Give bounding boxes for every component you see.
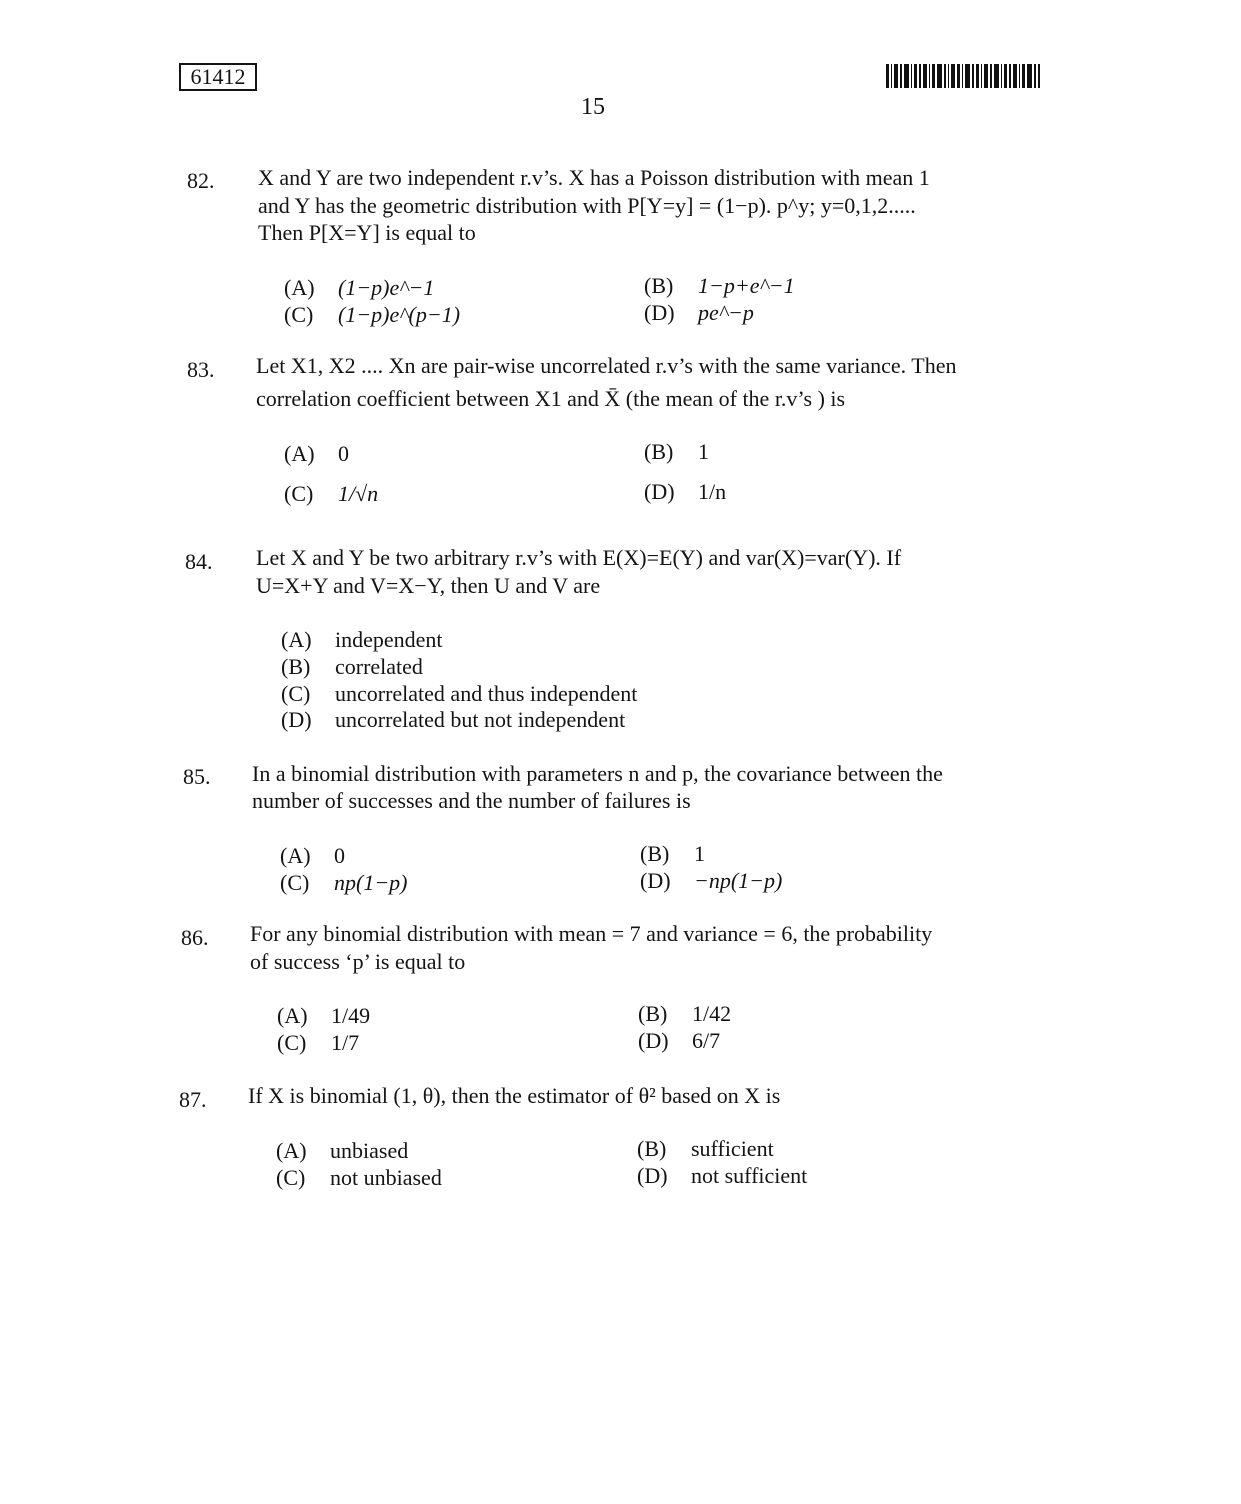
option-label: (B) — [637, 1136, 667, 1161]
paper-code-box — [179, 63, 257, 91]
option-label: (C) — [284, 302, 314, 327]
option[interactable] — [281, 653, 423, 681]
option-label: (C) — [277, 1030, 307, 1055]
option-text: 1/√n — [338, 481, 379, 506]
option[interactable] — [644, 438, 709, 466]
option-label: (A) — [284, 275, 315, 300]
option[interactable] — [284, 301, 460, 329]
option-label: (B) — [640, 841, 670, 866]
option-label: (D) — [637, 1163, 668, 1188]
option[interactable] — [638, 1027, 720, 1055]
option-text: (1−p)e^−1 — [338, 275, 435, 300]
option-text: not unbiased — [330, 1165, 442, 1190]
option-label: (A) — [280, 843, 311, 868]
option[interactable] — [277, 1002, 370, 1030]
option[interactable] — [637, 1162, 807, 1190]
paper-code: 61412 — [190, 64, 246, 89]
option-text: 1/7 — [331, 1030, 360, 1055]
option-text: 1/n — [698, 479, 727, 504]
option[interactable] — [276, 1137, 408, 1165]
option[interactable] — [284, 274, 434, 302]
option[interactable] — [276, 1164, 442, 1192]
question-text-line: of success ‘p’ is equal to — [250, 949, 466, 974]
question-text-line: In a binomial distribution with parameters n and p, the covariance between the — [252, 761, 943, 786]
question-number: 86. — [181, 925, 209, 950]
option-label: (D) — [281, 707, 312, 732]
option-label: (A) — [281, 627, 312, 652]
option-label: (D) — [640, 868, 671, 893]
option-text: correlated — [335, 654, 423, 679]
option[interactable] — [640, 867, 782, 895]
option-label: (A) — [277, 1003, 308, 1028]
option[interactable] — [281, 680, 637, 708]
option[interactable] — [277, 1029, 359, 1057]
option-label: (C) — [276, 1165, 306, 1190]
option-text: 1/42 — [692, 1001, 732, 1026]
option[interactable] — [281, 626, 443, 654]
option[interactable] — [280, 842, 345, 870]
question-text-line: and Y has the geometric distribution with P[Y=y] = (1−p). p^y; y=0,1,2..... — [258, 193, 916, 218]
option-label: (B) — [281, 654, 311, 679]
option[interactable] — [644, 478, 726, 506]
option-label: (D) — [644, 479, 675, 504]
option[interactable] — [284, 440, 349, 468]
question-text-line: X and Y are two independent r.v’s. X has a Poisson distribution with mean 1 — [258, 165, 930, 190]
option-text: 0 — [334, 843, 345, 868]
question-text-line: Then P[X=Y] is equal to — [258, 220, 476, 245]
option[interactable] — [644, 272, 795, 300]
option[interactable] — [637, 1135, 774, 1163]
question-number: 84. — [185, 549, 213, 574]
option-text: uncorrelated and thus independent — [335, 681, 638, 706]
option-text: 1/49 — [331, 1003, 371, 1028]
option-text: sufficient — [691, 1136, 774, 1161]
question-text-line: U=X+Y and V=X−Y, then U and V are — [256, 573, 601, 598]
option-label: (B) — [638, 1001, 668, 1026]
option-text: np(1−p) — [334, 870, 408, 895]
option-text: uncorrelated but not independent — [335, 707, 626, 732]
page-number: 15 — [581, 94, 605, 120]
question-text-line: Let X1, X2 .... Xn are pair-wise uncorrelated r.v’s with the same variance. Then — [256, 353, 957, 378]
option-text: 0 — [338, 441, 349, 466]
option-label: (B) — [644, 273, 674, 298]
option-label: (A) — [276, 1138, 307, 1163]
option[interactable] — [281, 706, 625, 734]
option[interactable] — [280, 869, 408, 897]
question-number: 83. — [187, 357, 215, 382]
option-text: 6/7 — [692, 1028, 721, 1053]
option-text: not sufficient — [691, 1163, 808, 1188]
option[interactable] — [644, 299, 754, 327]
option-text: pe^−p — [698, 300, 754, 325]
option-label: (C) — [281, 681, 311, 706]
option-text: 1−p+e^−1 — [698, 273, 795, 298]
option[interactable] — [284, 480, 378, 508]
question-number: 82. — [187, 168, 215, 193]
question-text-line: number of successes and the number of failures is — [252, 788, 691, 813]
option[interactable] — [640, 840, 705, 868]
question-number: 85. — [183, 764, 211, 789]
option-label: (D) — [644, 300, 675, 325]
option-label: (B) — [644, 439, 674, 464]
option-text: unbiased — [330, 1138, 409, 1163]
question-text-line: For any binomial distribution with mean = 7 and variance = 6, the probability — [250, 921, 933, 946]
question-text-line: Let X and Y be two arbitrary r.v’s with E(X)=E(Y) and var(X)=var(Y). If — [256, 545, 902, 570]
option-label: (C) — [284, 481, 314, 506]
option-label: (D) — [638, 1028, 669, 1053]
option-text: (1−p)e^(p−1) — [338, 302, 461, 327]
option[interactable] — [638, 1000, 731, 1028]
question-text-line: correlation coefficient between X1 and X̄ (the mean of the r.v’s ) is — [256, 386, 846, 411]
barcode-icon — [886, 64, 1040, 88]
option-label: (A) — [284, 441, 315, 466]
question-text-line: If X is binomial (1, θ), then the estimator of θ² based on X is — [248, 1083, 781, 1108]
option-text: 1 — [694, 841, 705, 866]
question-number: 87. — [179, 1087, 207, 1112]
option-label: (C) — [280, 870, 310, 895]
option-text: 1 — [698, 439, 709, 464]
option-text: −np(1−p) — [694, 868, 783, 893]
option-text: independent — [335, 627, 443, 652]
